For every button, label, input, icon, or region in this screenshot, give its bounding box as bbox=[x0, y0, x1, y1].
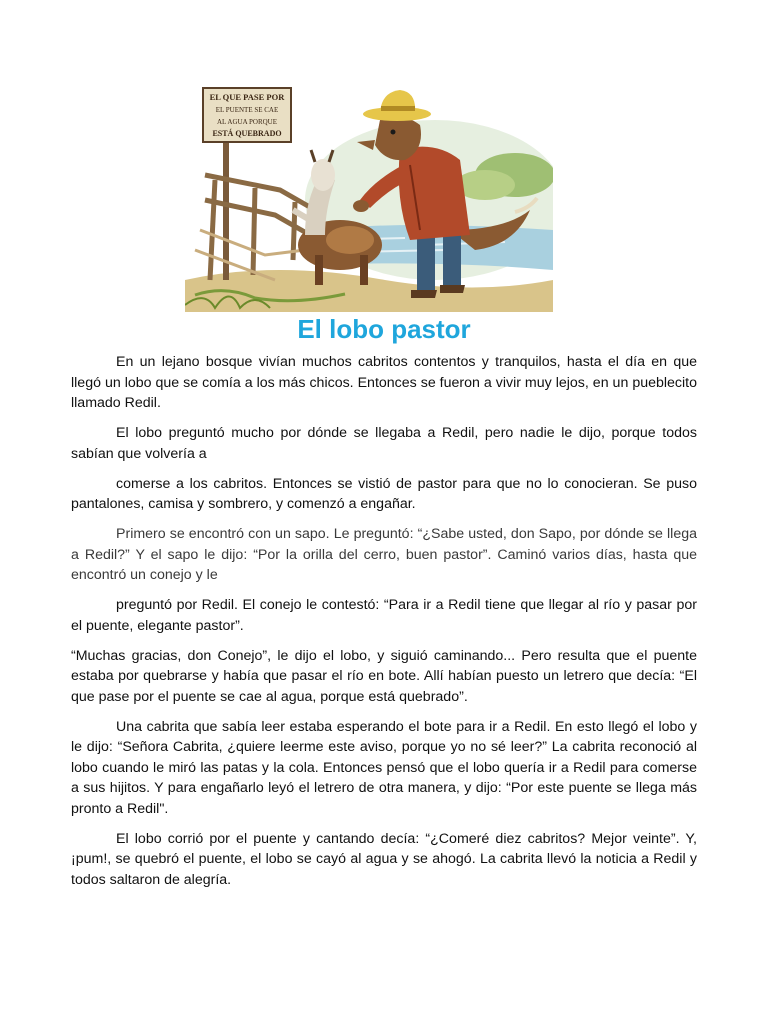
story-illustration bbox=[185, 80, 553, 312]
paragraph-6: “Muchas gracias, don Conejo”, le dijo el lobo, y siguió caminando... Pero resulta que el puente estaba por quebrarse y había que pasar el río en bote. Allí habían puesto un letrero que decía: “El que pase por el puente se cae al agua, porque está quebrado”. bbox=[71, 647, 697, 705]
paragraph-1: En un lejano bosque vivían muchos cabritos contentos y tranquilos, hasta el día en que llegó un lobo que se comía a los más chicos. Entonces se fueron a vivir muy lejos, en un pueblecito llamado Redil. bbox=[71, 354, 697, 411]
sign-line-2: EL PUENTE SE CAE bbox=[215, 106, 279, 114]
sign-line-3: AL AGUA PORQUE bbox=[216, 118, 278, 126]
paragraph-5: preguntó por Redil. El conejo le contestó: “Para ir a Redil tiene que llegar al río y pasar por el puente, elegante pastor”. bbox=[71, 597, 697, 634]
paragraph-7: Una cabrita que sabía leer estaba esperando el bote para ir a Redil. En esto llegó el lobo y le dijo: “Señora Cabrita, ¿quiere leerme este aviso, porque yo no sé leer?” La cabrita reconoció al lobo cuando le miró las patas y la cola. Entonces pensó que el lobo quería ir a Redil para comerse a sus hijitos. Y para engañarlo leyó el letrero de otra manera, y dijo: “Por este puente se llega más pronto a Redil". bbox=[71, 718, 697, 817]
story-title: El lobo pastor bbox=[297, 314, 471, 344]
sign-line-1: EL QUE PASE POR bbox=[209, 92, 285, 102]
sign-line-4: ESTÁ QUEBRADO bbox=[212, 129, 282, 138]
paragraph-3: comerse a los cabritos. Entonces se vistió de pastor para que no lo conocieran. Se puso pantalones, camisa y sombrero, y comenzó a engañar. bbox=[71, 475, 697, 512]
paragraph-2: El lobo preguntó mucho por dónde se llegaba a Redil, pero nadie le dijo, porque todos sabían que volvería a bbox=[71, 425, 697, 462]
wolf-goat-bridge-image bbox=[185, 80, 553, 312]
story-body bbox=[71, 352, 697, 900]
paragraph-8: El lobo corrió por el puente y cantando decía: “¿Comeré diez cabritos? Mejor veinte”. Y, ¡pum!, se quebró el puente, el lobo se cayó al agua y se ahogó. La cabrita llevó la noticia a Redil y todos saltaron de alegría. bbox=[71, 830, 697, 888]
paragraph-4: Primero se encontró con un sapo. Le preguntó: “¿Sabe usted, don Sapo, por dónde se llega a Redil?” Y el sapo le dijo: “Por la orilla del cerro, buen pastor”. Caminó varios días, hasta que encontró un conejo y le bbox=[71, 526, 697, 583]
